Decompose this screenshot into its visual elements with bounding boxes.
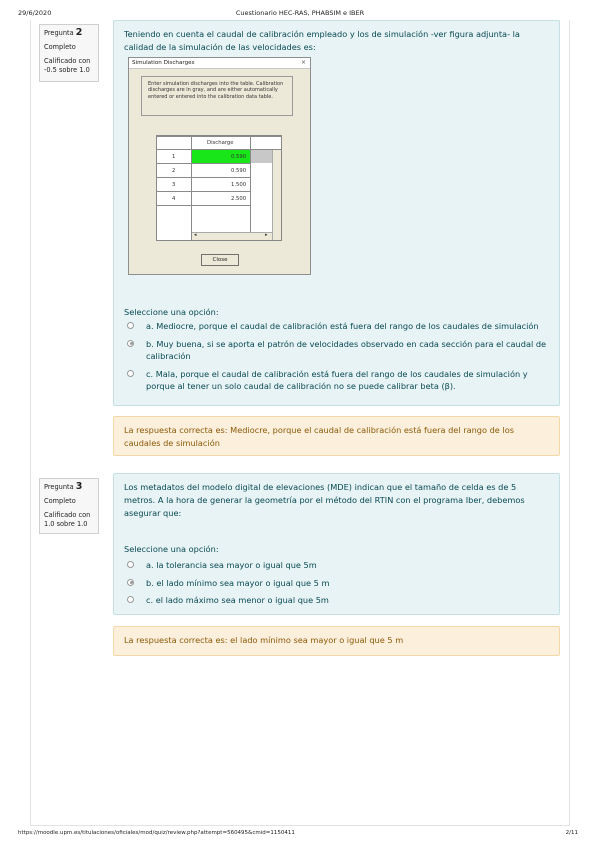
scroll-left-icon: ◂ bbox=[194, 232, 197, 238]
question-text: Teniendo en cuenta el caudal de calibración empleado y los de simulación -ver figura adjunta- la calidad de la simulación de las velocidades es: bbox=[124, 29, 520, 52]
radio-selected-icon[interactable] bbox=[127, 340, 134, 347]
row-number: 4 bbox=[172, 196, 176, 202]
page-number: 2/11 bbox=[565, 830, 578, 836]
feedback-box-2: La respuesta correcta es: Mediocre, porque el caudal de calibración está fuera del rango de los caudales de simulación bbox=[113, 416, 560, 456]
simulation-discharges-dialog bbox=[128, 57, 311, 275]
radio-icon[interactable] bbox=[127, 370, 134, 377]
question-grade: Calificado con -0.5 sobre 1.0 bbox=[44, 57, 91, 74]
print-date: 29/6/2020 bbox=[18, 9, 52, 17]
close-icon: × bbox=[300, 59, 307, 66]
discharge-value: 0.590 bbox=[231, 154, 247, 160]
radio-icon[interactable] bbox=[127, 561, 134, 568]
option-b[interactable]: b. el lado mínimo sea mayor o igual que 5 m bbox=[114, 577, 559, 590]
row-number: 3 bbox=[172, 182, 176, 188]
question-state: Completo bbox=[44, 43, 76, 51]
vertical-scrollbar bbox=[272, 150, 281, 240]
scroll-right-icon: ▸ bbox=[265, 232, 268, 238]
question-info-2 bbox=[39, 24, 99, 82]
dialog-message: Enter simulation discharges into the table. Calibration discharges are in gray, and are either automatically entered or entered into the calibration data table. bbox=[141, 76, 293, 116]
question-box-3 bbox=[113, 473, 560, 615]
dialog-title: Simulation Discharges bbox=[129, 58, 310, 69]
select-prompt: Seleccione una opción: bbox=[124, 307, 219, 317]
feedback-box-3: La respuesta correcta es: el lado mínimo sea mayor o igual que 5 m bbox=[113, 626, 560, 656]
print-title: Cuestionario HEC-RAS, PHABSIM e IBER bbox=[235, 9, 365, 17]
radio-icon[interactable] bbox=[127, 322, 134, 329]
close-button: Close bbox=[201, 254, 239, 266]
option-a[interactable]: a. la tolerancia sea mayor o igual que 5m bbox=[114, 559, 559, 572]
question-number: Pregunta 3 bbox=[44, 481, 83, 492]
option-a[interactable]: a. Mediocre, porque el caudal de calibración está fuera del rango de los caudales de simulación bbox=[114, 320, 559, 333]
row-number: 2 bbox=[172, 168, 176, 174]
horizontal-scrollbar bbox=[192, 232, 272, 240]
question-box-2 bbox=[113, 20, 560, 406]
column-header: Discharge bbox=[207, 140, 234, 146]
discharge-value: 1.500 bbox=[231, 182, 247, 188]
question-grade: Calificado con 1.0 sobre 1.0 bbox=[44, 511, 91, 528]
radio-selected-icon[interactable] bbox=[127, 579, 134, 586]
question-number: Pregunta 2 bbox=[44, 27, 83, 38]
option-c[interactable]: c. el lado máximo sea menor o igual que 5m bbox=[114, 594, 559, 607]
option-c[interactable]: c. Mala, porque el caudal de calibración está fuera del rango de los caudales de simulación y porque al tener un solo caudal de calibración no se puede calibrar beta (β). bbox=[114, 368, 559, 393]
gray-cell bbox=[251, 150, 272, 163]
select-prompt: Seleccione una opción: bbox=[124, 544, 219, 554]
discharge-value: 2.500 bbox=[231, 196, 247, 202]
discharge-value: 0.590 bbox=[231, 168, 247, 174]
row-number: 1 bbox=[172, 154, 176, 160]
question-state: Completo bbox=[44, 497, 76, 505]
option-b[interactable]: b. Muy buena, si se aporta el patrón de velocidades observado en cada sección para el caudal de calibración bbox=[114, 338, 559, 363]
question-info-3 bbox=[39, 478, 99, 534]
discharge-table bbox=[156, 135, 282, 241]
print-url: https://moodle.upm.es/titulaciones/oficiales/mod/quiz/review.php?attempt=560495&cmid=1150411 bbox=[18, 830, 295, 836]
question-text: Los metadatos del modelo digital de elevaciones (MDE) indican que el tamaño de celda es de 5 metros. A la hora de generar la geometría por el método del RTIN con el programa Iber, debemos asegurar que: bbox=[124, 482, 525, 518]
radio-icon[interactable] bbox=[127, 596, 134, 603]
